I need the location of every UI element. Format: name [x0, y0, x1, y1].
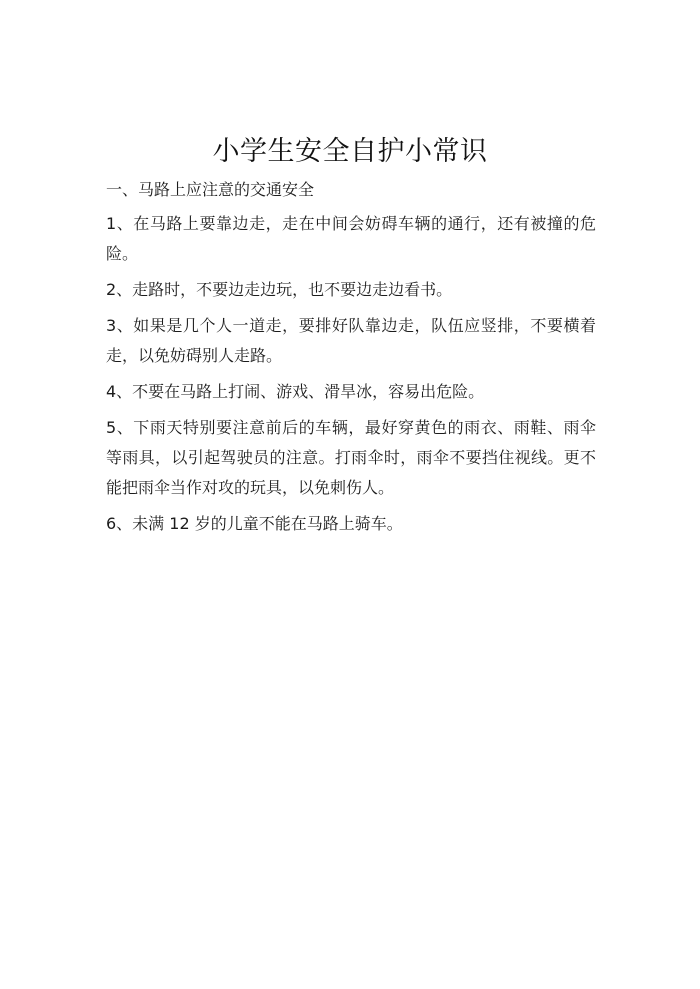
safety-item-3: 3、如果是几个人一道走，要排好队靠边走，队伍应竖排，不要横着走，以免妨碍别人走路。 — [106, 316, 596, 365]
safety-item-1: 1、在马路上要靠边走，走在中间会妨碍车辆的通行，还有被撞的危险。 — [106, 214, 596, 263]
safety-item-4: 4、不要在马路上打闹、游戏、滑旱冰，容易出危险。 — [106, 382, 485, 401]
document-title: 小学生安全自护小常识 — [212, 136, 488, 167]
document-body — [106, 175, 596, 545]
safety-item-2: 2、走路时，不要边走边玩，也不要边走边看书。 — [106, 280, 453, 299]
safety-item-6: 6、未满 12 岁的儿童不能在马路上骑车。 — [106, 514, 403, 533]
section-heading: 一、马路上应注意的交通安全 — [106, 180, 315, 199]
safety-item-5: 5、下雨天特别要注意前后的车辆，最好穿黄色的雨衣、雨鞋、雨伞等雨具，以引起驾驶员的注意。打雨伞时，雨伞不要挡住视线。更不能把雨伞当作对攻的玩具，以免刺伤人。 — [106, 418, 596, 497]
